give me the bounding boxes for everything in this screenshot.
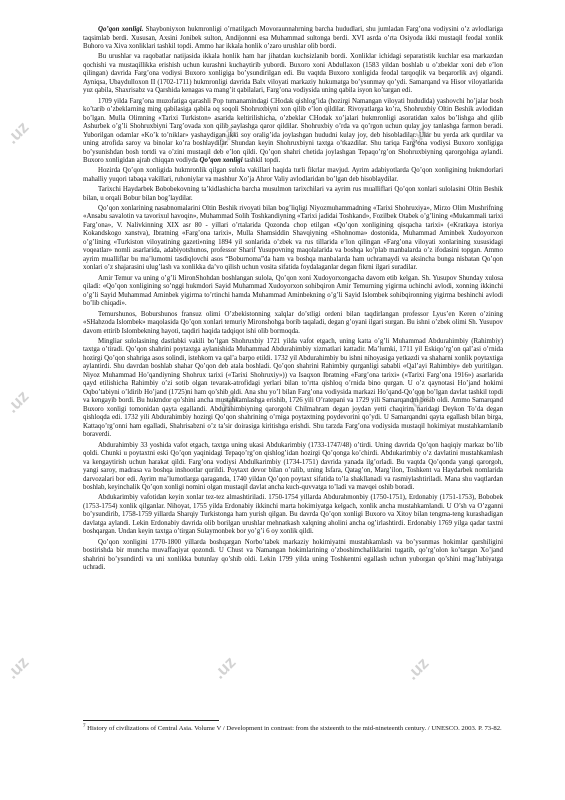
watermark: .uz [402,385,433,416]
section-term: Qo’qon xonligi. [98,26,144,33]
watermark: .uz [402,653,433,684]
watermark: .uz [210,121,241,152]
paragraph: Hozirda Qo’qon xonligida hukmronlik qilgan sulola vakillari haqida turli fikrlar mavjud. Ayrim adabiyotlarda Qo’qon xonligining hukmdorlari mahalliy yuqori tabaqa vakillari, ruhoniylar va mashhur Xo’ja Ahror Valiy avlodlaridan bo’lgan deb hisoblaydilar. [83,167,503,183]
paragraph: Tarixchi Haydarbek Bobobekovning ta’kidlashicha barcha musulmon tarixchilari va ayrim rus mualliflari Qo’qon xonlari sulolasini Oltin Beshik bilan, u orqali Bobur bilan bog’laydilar. [83,186,503,202]
paragraph: Mingliar sulolasining dastlabki vakili bo’lgan Shohruxbiy 1721 yilda vafot etgach, uning katta o’g’li Muhammad Abdurahimbiy (Rahimbiy) taxtga o’tiradi. Qo’qon shahrini poytaxtga aylanishida Muhammad Abdurahimbiy xizmatlari kattadir. Ma’lumki, 1711 yil Eskiqo’rg’on qal’asi o’rnida hozirgi Qo’qon shahriga asos solindi, istehkom va qal’a barpo etildi. 1732 yil Abdurahimbiy bu ishni nihoyasiga yetkazdi va shaharni xonlik poytaxtiga aylantirdi. Shu davrdan boshlab shahar Qo’qon deb atala boshladi. Qo’qon shahrini Rahimbiy qurganligi sababli «Qal’ayi Rahimbiy» deb yuritilgan. Niyoz Muhammad Ho’qandiyning Shohrux tarixi («Tarixi Shohruxiy»)) va Isaqxon Ibratning «Farg’ona tarixi» («Tarixi Farg’ona 1916») asarlarida qayd etilishicha Rahimbiy o’zi sotib olgan tevarak-atrofidagi yerlari bilan to’rtta qishloq o’rnida bino qurgan. U o’z qaynotasi Ho’jand hokimi Oqbo’tabiyni o’ldirib Ho’jand (1725)ni ham qo’shib oldi. Ana shu yo’l bilan Farg’ona vodiysida markazi Ho’qand-Qo’qon bo’lgan davlat tashkil topdi va kengayib bordi. Bu hukmdor qo’shini ancha mustahkamlashga erishib, 1726 yili O’ratepani va 1729 yili Samarqandni bosib oldi. Ammo Samarqand Buxoro xonligi tomonidan qayta egallandi. Abdurahimbiyning qarorgohi Chilmahram degan joydan yetti chaqirim naridagi Deykon To’da degan qishloqda edi. 1732 yili Abdurahimbiy hozirgi Qo’qon shahrining o’rniga poytaxtning poydevorini qo’ydi. U Samarqandni qayta egallash bilan birga, Kattaqo’rg’onni ham egalladi, Shahrisabzni o’z ta’sir doirasiga kiritishga erishdi. Shu tarzda Farg’ona vodiysida mustaqil hokimiyat mustahkamlanib boraverdi. [83,337,503,439]
paragraph-text: tashkil topdi. [242,157,281,165]
paragraph: Bu urushlar va raqobatlar natijasida ikkala honlik ham har jihatdan kuchsizlanib bordi. Xonliklar ichidagi separatistik kuchlar esa markazdan qochishi va mustaqillikka erishish uchun kurashni kuchaytirib yubordi. Buxoro xoni Abdullaxon (1583 yildan boshlab u o’zbeklar xoni deb e’lon qilingan) davrida Farg’ona vodiysi Buxoro xonligiga bo’ysundirilgan edi. Bu vaqtda Buxoro xonligida feodal tarqoqlik va beqarorlik avj olgandi. Ayniqsa, Ubaydulloxon II (1702-1711) hukmronligi davrida Balx viloyati markaziy hukumatga bo’ysunmay qo’ydi. Samarqand va Hisor viloyatlarida yuz qabila, Shaxrisabz va Qarshida kenagas va mang’it qabilalari, Farg’ona vodiysida uning qabila isyon ko’targan edi. [83,53,503,95]
paragraph: Abdurahimbiy 33 yoshida vafot etgach, taxtga uning ukasi Abdukarimbiy (1733-1747/48) o’tirdi. Uning davrida Qo’qon haqiqiy markaz bo’lib qoldi. Chunki u poytaxtni eski Qo’qon yaqinidagi Tepaqo’rg’on qishlog’idan hozirgi Qo’qonga ko’chirdi. Abdukarimbiy o’z davlatini mustahkamlash va kengaytirish uchun harakat qildi. Farg’ona vodiysi Abdulkarimbiy (1734-1751) davrida yanada ilg’orladi. Bu vaqtda Qo’qonda yangi qarorgoh, yangi saroy, madrasa va boshqa inshootlar qurildi. Poytaxt devor bilan o’ralib, uning Isfara, Qatag’on, Marg’ilon, Toshkent va Haydarbek nomlarida darvozalari bor edi. Ayrim ma’lumotlarga qaraganda, 1740 yildan Qo’qon poytaxt sifatida to’la shakllanadi va rasmiylashtiriladi. Mana shu vaqtlardan boshlab, keyinchalik Qo’qon xonligi nomini olgan mustaqil davlat ancha kuch-quvvatga to’ladi va mavqei oshib boradi. [83,441,503,492]
watermark: .uz [402,121,433,152]
paragraph: Qo’qon xonlarining nasabnomalarini Oltin Beshik rivoyati bilan bog’liqligi Niyozmuhammadning «Tarixi Shohruxiya», Mirzo Olim Mushrifning «Ansabu savalotin va tavorixul havoqin», Muhammad Solih Toshkandiyning «Tarixi jadidai Toshkand», Fozilbek Otabek o’g’lining «Mukammali tarixi Farg’ona», V. Nalivkinning XIX asr 80 - yillari o’rtalarida Qozonda chop etilgan «Qo’qon xonligining qisqacha tarixi» («Kratkaya istoriya Kokandskogo xanstva), Ibratning «Farg’ona tarixi», Mulla Shamsiddin Shavqiyning «Shohnoma» dostonida, Muhammad Aminbek Xudoyorxon o’g’lining «Turkiston viloyatining gazeti»ning 1894 yil sonlarida o’zbek va rus tillarida e’lon qilingan «Farg’ona viloyati xonlarining xususidagi voqeatlar» nomli asarlarida, adabiyotshunos, professor Sharif Yusupovning maqolalarida va boshqa ko’plab manbalarda o’z ifodasini topgan. Ammo ayrim mualliflar bu ma’lumotni tasdiqlovchi asos “Boburnoma”da ham va boshqa manbalarda ham uchramaydi va aksincha bunga nisbatan Qo’qon xonlari o’z shajarasini ulug’lash va xonlikka da’vo qilish uchun vosita sifatida foydalaganlar degan fikrni ilgari suradilar. [83,204,503,272]
watermark: .uz [2,117,33,148]
paragraph: Abdukarimbiy vafotidan keyin xonlar tez-tez almashtiriladi. 1750-1754 yillarda Abdurahmonbiy (1750-1751), Erdonabiy (1751-1753), Bobobek (1753-1754) xonlik qilganlar. Nihoyat, 1755 yilda Erdonabiy ikkinchi marta hokimiyatga kelgach, xonlik ancha mustahkamlandi. U O’sh va O’zganni bo’ysundirib, 1758-1759 yillarda Sharqiy Turkistonga ham yurish qilgan. Bu davrda Qo’qon xonligi Buxoro va Xitoy bilan tengma-teng kurashadigan davlatga aylandi. Lekin Erdonabiy davrida olib borilgan urushlar mehnatkash xalqning aholini ancha og’irlashtirdi. Erdonabiy 1769 yilga qadar taxtni boshqargan. Undan keyin taxtga o’tirgan Sulaymonbek bor yo’g’i 6 oy xonlik qildi. [83,494,503,536]
footnote [83,725,503,733]
watermark: .uz [2,652,33,683]
footnote-mark: 7 [83,723,86,729]
footnote-divider [83,720,219,721]
paragraph-text: Shayboniyxon hukmronligi o’rnatilgach Movoraunnahrning barcha hududlari, shu jumladan Farg’ona vodiysini o’z avlodlariga taqsimlab berdi. Xususan, Axsini Jonibek sulton, Andijonnni esa Muhammad sultonga berdi. XVI asrda o’rta Osiyoda ikki mustaqil feodal xonlik Buhoro va Xiva xonliklari tashkil topdi. Ammo har ikkala honlik o’zaro urushlar olib bordi. [83,26,503,50]
watermark: .uz [2,386,33,417]
watermark: .uz [212,386,243,417]
body-text [83,26,503,575]
paragraph: Temurshunos, Boburshunos fransuz olimi O’zbekistonning xalqlar do’stligi ordeni bilan taqdirlangan professor Lyus’en Keren o’zining «SHahzoda Islombek» maqolasida Qo’qon xonlari temuriy Mironshohga borib taqaladi, degan g’oyani ilgari surgan. Bu ishni o’zbek olimi Sh. Yusupov davom ettirib Islombekning hayoti, taqdiri haqida tadqiqot ishi olib bormoqda. [83,310,503,335]
paragraph-text: 1709 yilda Farg’ona muzofatiga qarashli Pop tumanamindagi CHodak qishlog’ida (hozirgi Namangan viloyati hududida) yashovchi ho’jalar bosh ko’tarib o’zbeklarning ming qabilasiga qabila oq soqoli Shohruxbiyni xon qilib e’lon qildilar. Rivoyatlarga ko’ra, Shohruxbiy Oltin Beshik avlodidan bo’lgan. Mulla Olimning «Tarixi Turkiston» asarida keltirilishicha, o’zbeklar CHodak xo’jalari hukmronligi asoratidan xalos bo’lishga ahd qilib Ashurbek o’g’li Shohruxbiyni Targ’ovada xon qilib saylashga qaror qildilar. Shohruxbiy o’rda va qo’rgon uchun qulay joy tanlashga farmon beradi. Yuborilgan odamlar «Ko’k to’niklar» yashaydigan ikki soy oralig’ida joylashgan hududni kulay joy, deb hisobladilar. Ular bu yerda ark qurdilar va uning atrofida saroy va binolar ko’ra boshlaydilar. Shundan keyin Shohruxbiyni taxtga o’tkazdilar. Shu tariqa Farg’ona vodiysi Buxoro xonligiga bo’ysunishdan bosh tortdi va o’zini mustaqil deb e’lon qildi. Qo’qon shahri chetida joylashgan Tepaqo’rg’on Shohruxbiyning qarorgohiga aylandi. Buxoro xonligidan ajrab chiqqan vodiyda [83,97,503,165]
paragraph: Amir Temur va uning o’g’li MironShohdan boshlangan sulola, Qo’qon xoni Xudoyorxongacha davom etib kelgan. Sh. Yusupov Shunday xulosa qiladi: «Qo’qon xonligining so’nggi hukmdori Sayid Muhammad Xudoyorxon sohibqiron Amir Temurning yigirma uchinchi avlodi, xonning ikkinchi o’g’li Sayid Muhammad Aminbek yigirma to’rtinchi hamda Muhammad Aminbekning o’g’li Sayid Islombek sohibqironning yigirma beshinchi avlodi bo’lib chiqadi». [83,274,503,308]
paragraph [83,26,503,52]
watermark: .uz [209,652,240,683]
paragraph [83,98,503,166]
paragraph: Qo’qon xonligini 1770-1800 yillarda boshqargan Norbo’tabek markaziy hokimiyatni mustahkamlash va bo’ysunmas hokimlar qarshiligini bostirishda bir muncha muvaffaqiyat qozondi. U Chust va Namangan hokimlarining o’zboshimchaliklarini tugatib, qo’rg’olon ko’targan Xo’jand shahrini bo’ysundirdi va uni xonlikka butunlay qo’shib oldi. Lekin 1799 yilda uning Toshkentni egallash uchun yuborgan qo’shini mag’lubiyatga uchradi. [83,538,503,572]
footnote-text: History of civilizations of Central Asia. Volume V / Development in contrast: from the sixteenth to the mid-nineteenth century. / UNESCO. 2003. P. 73-82. [85,725,502,732]
key-term: Qo’qon xonligi [199,157,243,165]
